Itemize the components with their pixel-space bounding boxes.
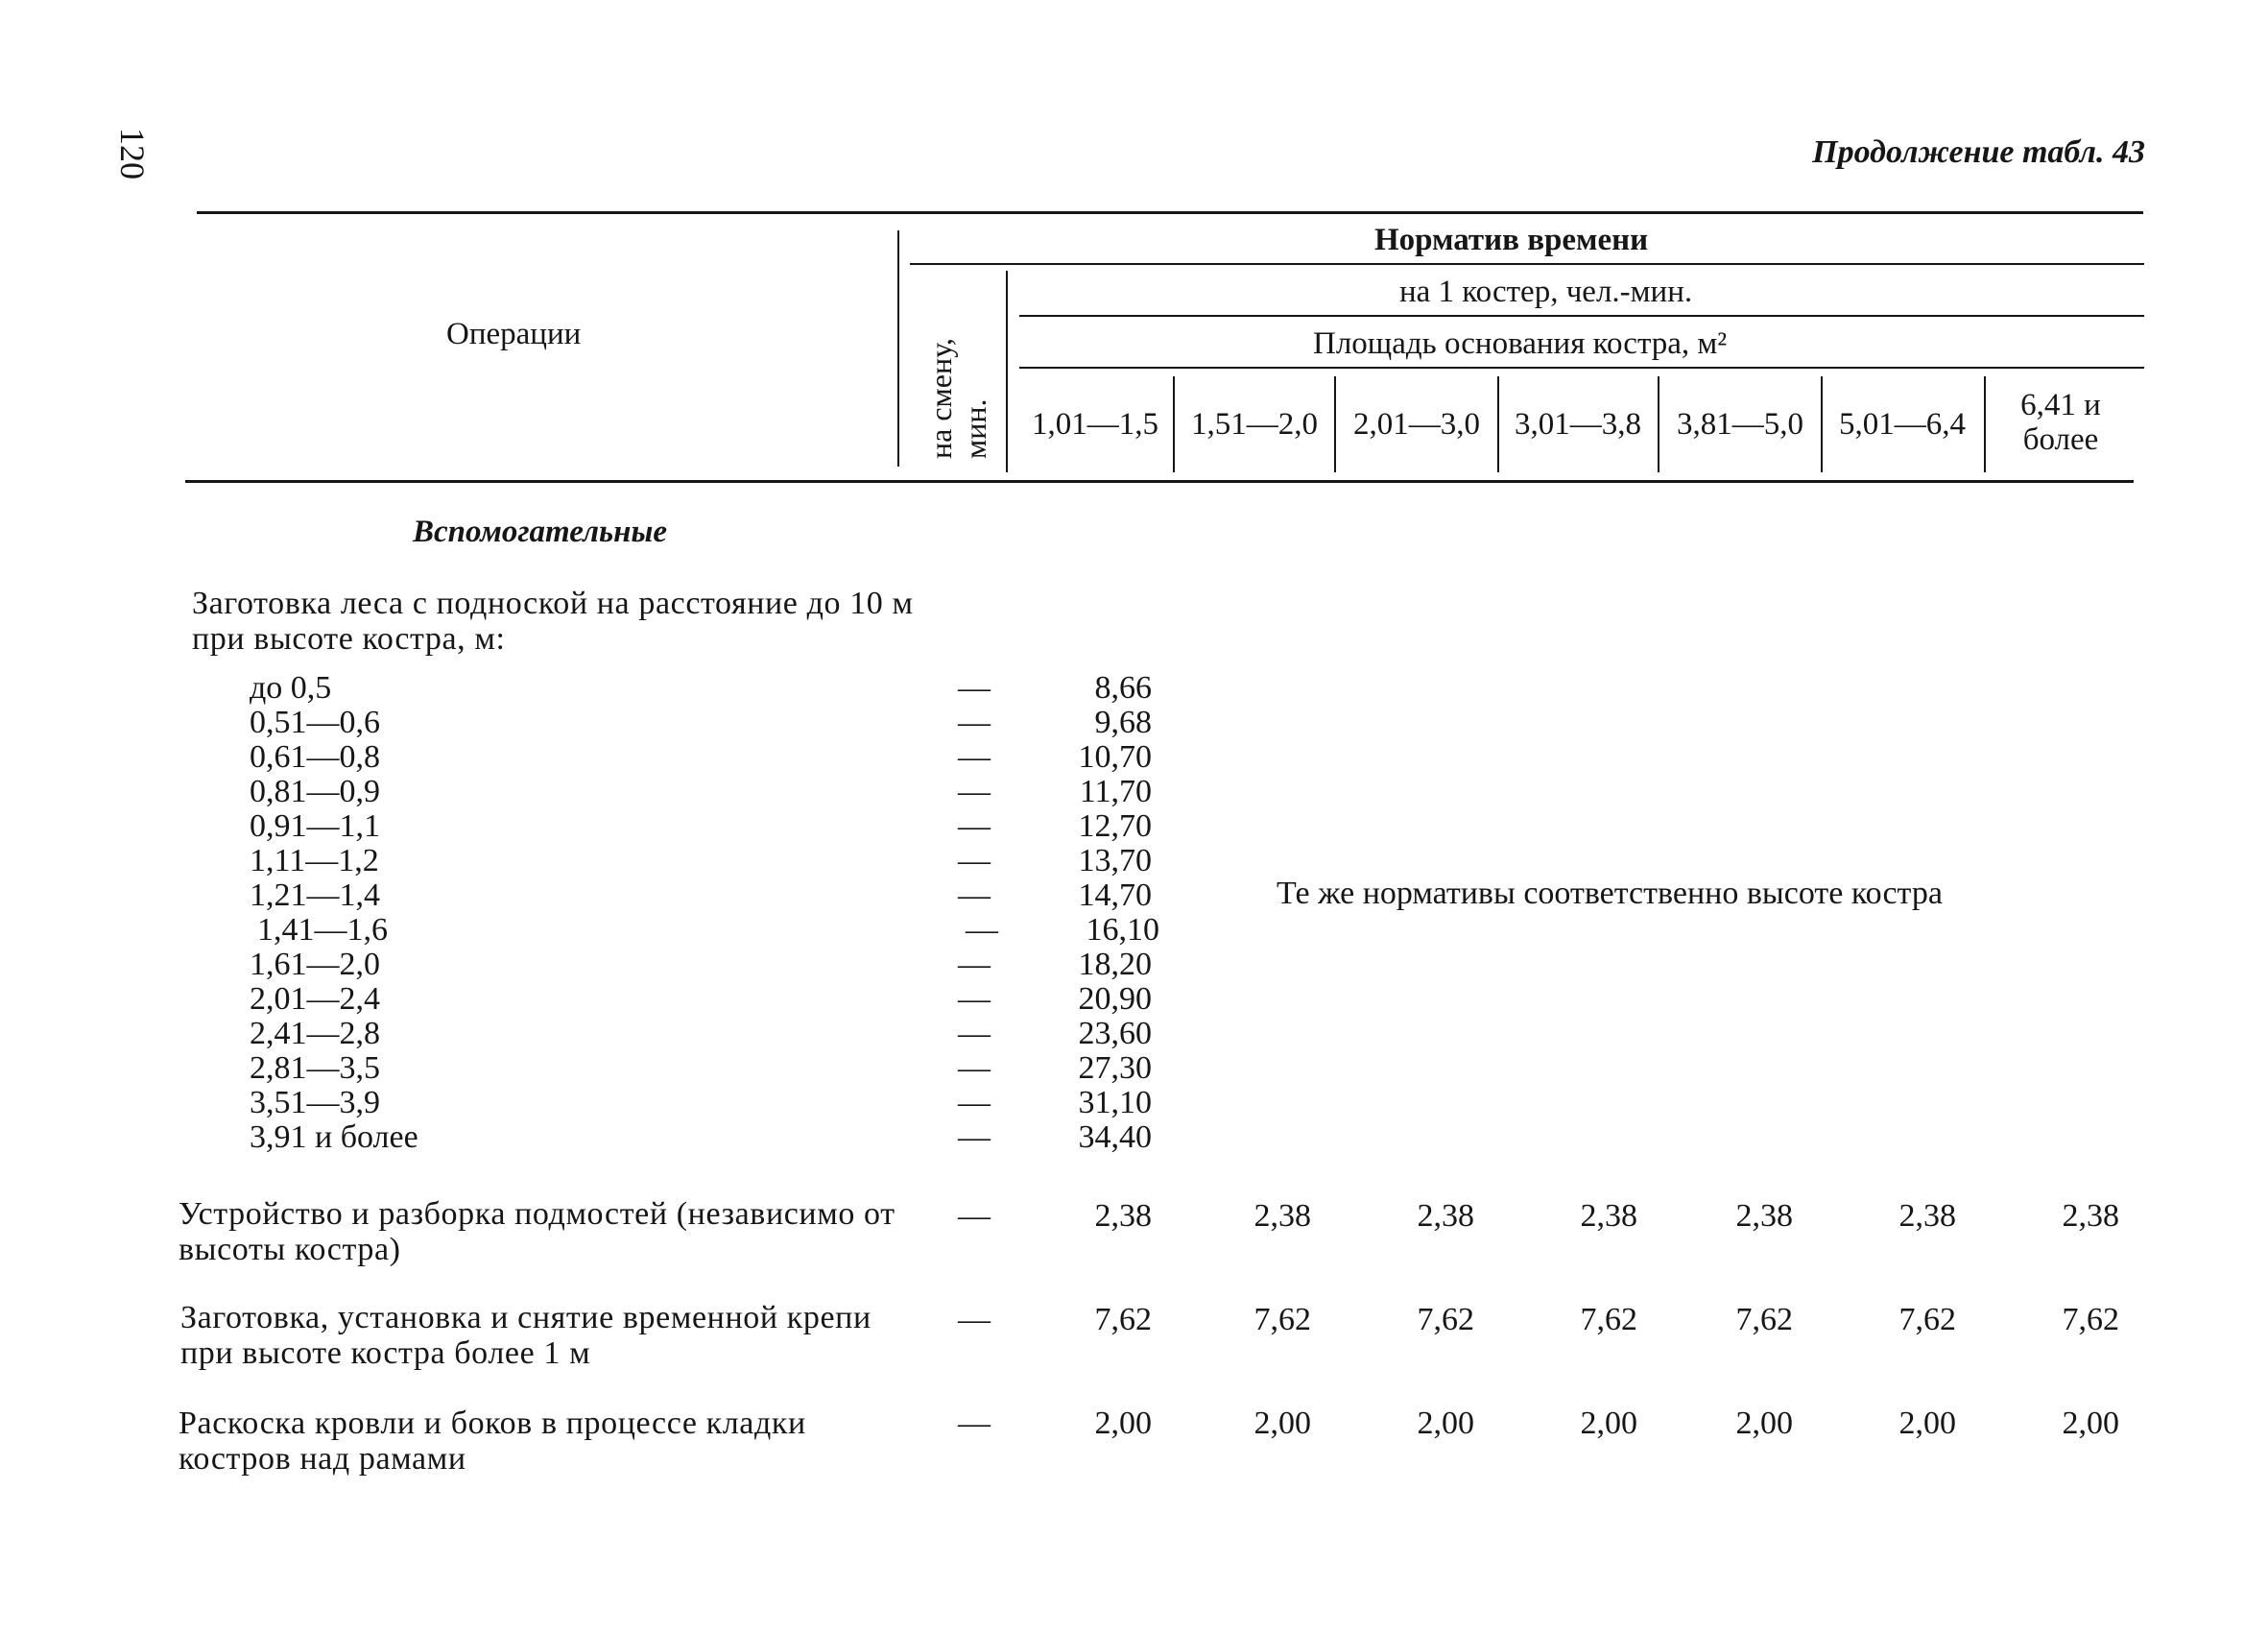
header-bottom-rule [185, 480, 2134, 483]
row-height: 0,51—0,6 [250, 705, 380, 740]
operation-value: 7,62 [1898, 1302, 1956, 1337]
column-header-area-3: 2,01—3,0 [1353, 407, 1480, 442]
column-divider [1984, 376, 1986, 472]
row-value: 27,30 [1078, 1050, 1152, 1086]
operation-value: 2,38 [2062, 1198, 2119, 1234]
operation-value: 2,38 [1253, 1198, 1311, 1234]
row-shift: — [958, 670, 991, 706]
row-shift: — [958, 808, 991, 844]
section-title: Вспомогательные [413, 515, 667, 549]
operation-value: 2,38 [1094, 1198, 1152, 1234]
row-shift: — [958, 877, 991, 913]
row-height: до 0,5 [250, 670, 332, 706]
operation-name: Раскоска кровли и боков в процессе кладки костров над рамами [179, 1406, 806, 1477]
row-height: 3,91 и более [250, 1119, 418, 1155]
operation-value: 7,62 [2062, 1302, 2119, 1337]
column-divider [1821, 376, 1823, 472]
column-header-area-5: 3,81—5,0 [1677, 407, 1803, 442]
row-height: 0,91—1,1 [250, 808, 380, 844]
operation-shift: — [958, 1198, 991, 1234]
row-height: 1,11—1,2 [250, 843, 379, 878]
per-crib-header: на 1 костер, чел.-мин. [1399, 275, 1693, 309]
row-value: 10,70 [1078, 739, 1152, 775]
row-value: 11,70 [1079, 774, 1152, 809]
row-shift: — [958, 981, 991, 1017]
column-header-area-2: 1,51—2,0 [1191, 407, 1318, 442]
row-value: 14,70 [1078, 877, 1152, 913]
shift-column-divider [1006, 271, 1008, 472]
column-divider [1334, 376, 1336, 472]
row-shift: — [958, 1016, 991, 1051]
row-value: 13,70 [1078, 843, 1152, 878]
row-value: 18,20 [1078, 947, 1152, 982]
operation-value: 7,62 [1253, 1302, 1311, 1337]
operation-name: Заготовка, установка и снятие временной крепи при высоте костра более 1 м [180, 1300, 871, 1371]
operations-column-divider [897, 230, 899, 467]
per-shift-line-1: на смену, [923, 338, 958, 459]
operation-shift: — [958, 1302, 991, 1337]
operation-name: Устройство и разборка подмостей (независимо от высоты костра) [179, 1196, 895, 1267]
column-header-area-1: 1,01—1,5 [1032, 407, 1158, 442]
column-header-area-4: 3,01—3,8 [1515, 407, 1641, 442]
norm-time-rule [910, 263, 2144, 265]
operation-value: 2,38 [1417, 1198, 1474, 1234]
page-number: 120 [113, 128, 152, 180]
row-shift: — [958, 843, 991, 878]
operation-value: 2,00 [1735, 1406, 1793, 1441]
per-crib-rule [1019, 315, 2144, 317]
same-norms-note: Те же нормативы соответственно высоте костра [1277, 876, 1943, 911]
operations-header: Операции [446, 317, 582, 351]
operation-value: 2,38 [1580, 1198, 1637, 1234]
area-header: Площадь основания костра, м² [1313, 326, 1728, 361]
operation-value: 2,00 [1580, 1406, 1637, 1441]
operation-value: 2,00 [1094, 1406, 1152, 1441]
row-shift: — [958, 1085, 991, 1120]
table-continuation-title: Продолжение табл. 43 [1812, 134, 2145, 170]
row-shift: — [958, 705, 991, 740]
operation-value: 2,00 [1898, 1406, 1956, 1441]
row-shift: — [958, 1119, 991, 1155]
row-value: 8,66 [1094, 670, 1152, 706]
row-shift: — [958, 947, 991, 982]
column-divider [1658, 376, 1659, 472]
column-divider [1173, 376, 1175, 472]
row-shift: — [958, 739, 991, 775]
per-shift-header [919, 278, 996, 470]
operation-value: 7,62 [1580, 1302, 1637, 1337]
row-height: 1,61—2,0 [250, 947, 380, 982]
operation-value: 2,00 [1417, 1406, 1474, 1441]
column-header-area-6: 5,01—6,4 [1839, 407, 1966, 442]
row-height: 0,61—0,8 [250, 739, 380, 775]
row-height: 1,41—1,6 [257, 912, 388, 948]
row-shift: — [966, 912, 998, 948]
lumber-operation-label: Заготовка леса с подноской на расстояние до 10 м при высоте костра, м: [192, 586, 914, 657]
operation-value: 7,62 [1735, 1302, 1793, 1337]
table-top-rule [197, 211, 2143, 214]
area-rule [1019, 367, 2144, 369]
row-value: 23,60 [1078, 1016, 1152, 1051]
operation-value: 2,38 [1735, 1198, 1793, 1234]
column-divider [1497, 376, 1499, 472]
operation-shift: — [958, 1406, 991, 1441]
row-value: 20,90 [1078, 981, 1152, 1017]
row-shift: — [958, 1050, 991, 1086]
row-height: 1,21—1,4 [250, 877, 380, 913]
row-height: 2,41—2,8 [250, 1016, 380, 1051]
row-value: 12,70 [1078, 808, 1152, 844]
norm-time-header: Норматив времени [1374, 223, 1649, 257]
row-height: 0,81—0,9 [250, 774, 380, 809]
operation-value: 2,38 [1898, 1198, 1956, 1234]
operation-value: 7,62 [1417, 1302, 1474, 1337]
row-height: 3,51—3,9 [250, 1085, 380, 1120]
row-value: 9,68 [1094, 705, 1152, 740]
operation-value: 2,00 [2062, 1406, 2119, 1441]
per-shift-line-2: мин. [958, 398, 992, 459]
row-height: 2,01—2,4 [250, 981, 380, 1017]
row-value: 34,40 [1078, 1119, 1152, 1155]
row-height: 2,81—3,5 [250, 1050, 380, 1086]
row-value: 16,10 [1086, 912, 1159, 948]
row-value: 31,10 [1078, 1085, 1152, 1120]
operation-value: 2,00 [1253, 1406, 1311, 1441]
column-header-area-7: 6,41 и более [2020, 388, 2101, 457]
operation-value: 7,62 [1094, 1302, 1152, 1337]
row-shift: — [958, 774, 991, 809]
